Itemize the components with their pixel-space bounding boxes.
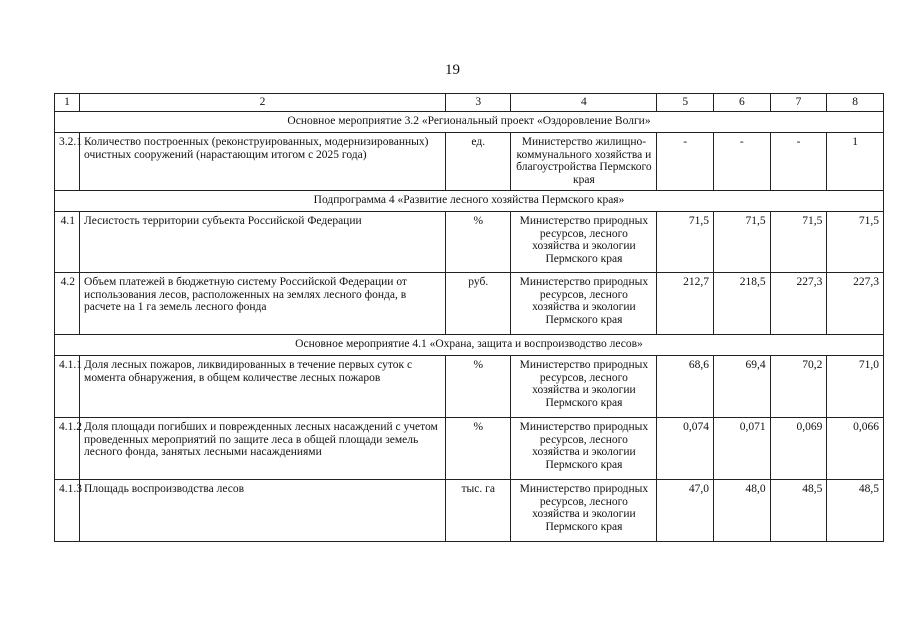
column-number-header: 4 <box>511 94 657 112</box>
unit-cell: руб. <box>446 273 511 335</box>
section-title: Подпрограмма 4 «Развитие лесного хозяйства Пермского края» <box>55 191 884 212</box>
row-number: 4.1.2 <box>55 418 80 480</box>
value-cell: 71,5 <box>657 212 714 273</box>
responsible-cell: Министерство природных ресурсов, лесного хозяйства и экологии Пермского края <box>511 356 657 418</box>
value-cell: 218,5 <box>714 273 771 335</box>
indicator-name: Площадь воспроизводства лесов <box>80 480 446 542</box>
table-row <box>55 480 884 542</box>
unit-cell: % <box>446 212 511 273</box>
responsible-cell: Министерство природных ресурсов, лесного хозяйства и экологии Пермского края <box>511 273 657 335</box>
row-number: 4.1 <box>55 212 80 273</box>
column-number-header: 1 <box>55 94 80 112</box>
section-heading-row <box>55 112 884 133</box>
indicators-table <box>54 93 884 542</box>
indicator-name: Лесистость территории субъекта Российской Федерации <box>80 212 446 273</box>
responsible-cell: Министерство жилищно-коммунального хозяйства и благоустройства Пермского края <box>511 133 657 191</box>
value-cell: 71,0 <box>827 356 884 418</box>
column-number-header: 8 <box>827 94 884 112</box>
responsible-cell: Министерство природных ресурсов, лесного хозяйства и экологии Пермского края <box>511 418 657 480</box>
table-row <box>55 273 884 335</box>
column-number-header: 6 <box>714 94 771 112</box>
row-number: 4.2 <box>55 273 80 335</box>
section-heading-row <box>55 335 884 356</box>
value-cell: 48,0 <box>714 480 771 542</box>
value-cell: 0,069 <box>770 418 827 480</box>
value-cell: 47,0 <box>657 480 714 542</box>
indicator-name: Доля площади погибших и поврежденных лесных насаждений с учетом проведенных мероприятий по защите леса в общей площади земель лесного фонда, занятых лесными насаждениями <box>80 418 446 480</box>
table-row <box>55 356 884 418</box>
section-title: Основное мероприятие 3.2 «Региональный проект «Оздоровление Волги» <box>55 112 884 133</box>
column-number-header: 3 <box>446 94 511 112</box>
column-number-header: 5 <box>657 94 714 112</box>
table-row <box>55 418 884 480</box>
value-cell: - <box>714 133 771 191</box>
unit-cell: тыс. га <box>446 480 511 542</box>
value-cell: 227,3 <box>827 273 884 335</box>
value-cell: 71,5 <box>827 212 884 273</box>
value-cell: 0,071 <box>714 418 771 480</box>
value-cell: - <box>770 133 827 191</box>
unit-cell: % <box>446 418 511 480</box>
indicator-name: Доля лесных пожаров, ликвидированных в течение первых суток с момента обнаружения, в общем количестве лесных пожаров <box>80 356 446 418</box>
value-cell: 0,074 <box>657 418 714 480</box>
value-cell: 68,6 <box>657 356 714 418</box>
value-cell: 1 <box>827 133 884 191</box>
table-row <box>55 133 884 191</box>
indicator-name: Объем платежей в бюджетную систему Российской Федерации от использования лесов, расположенных на землях лесного фонда, в расчете на 1 га земель лесного фонда <box>80 273 446 335</box>
table-row <box>55 212 884 273</box>
value-cell: 70,2 <box>770 356 827 418</box>
value-cell: 48,5 <box>770 480 827 542</box>
column-number-header: 2 <box>80 94 446 112</box>
value-cell: 48,5 <box>827 480 884 542</box>
column-numbers-row <box>55 94 884 112</box>
value-cell: 227,3 <box>770 273 827 335</box>
unit-cell: % <box>446 356 511 418</box>
responsible-cell: Министерство природных ресурсов, лесного хозяйства и экологии Пермского края <box>511 480 657 542</box>
page-number: 19 <box>445 62 460 78</box>
indicator-name: Количество построенных (реконструированных, модернизированных) очистных сооружений (нарастающим итогом с 2025 года) <box>80 133 446 191</box>
section-heading-row <box>55 191 884 212</box>
column-number-header: 7 <box>770 94 827 112</box>
value-cell: 71,5 <box>770 212 827 273</box>
value-cell: 69,4 <box>714 356 771 418</box>
unit-cell: ед. <box>446 133 511 191</box>
section-title: Основное мероприятие 4.1 «Охрана, защита и воспроизводство лесов» <box>55 335 884 356</box>
responsible-cell: Министерство природных ресурсов, лесного хозяйства и экологии Пермского края <box>511 212 657 273</box>
value-cell: - <box>657 133 714 191</box>
value-cell: 71,5 <box>714 212 771 273</box>
row-number: 4.1.3 <box>55 480 80 542</box>
value-cell: 212,7 <box>657 273 714 335</box>
value-cell: 0,066 <box>827 418 884 480</box>
row-number: 3.2.1 <box>55 133 80 191</box>
row-number: 4.1.1 <box>55 356 80 418</box>
